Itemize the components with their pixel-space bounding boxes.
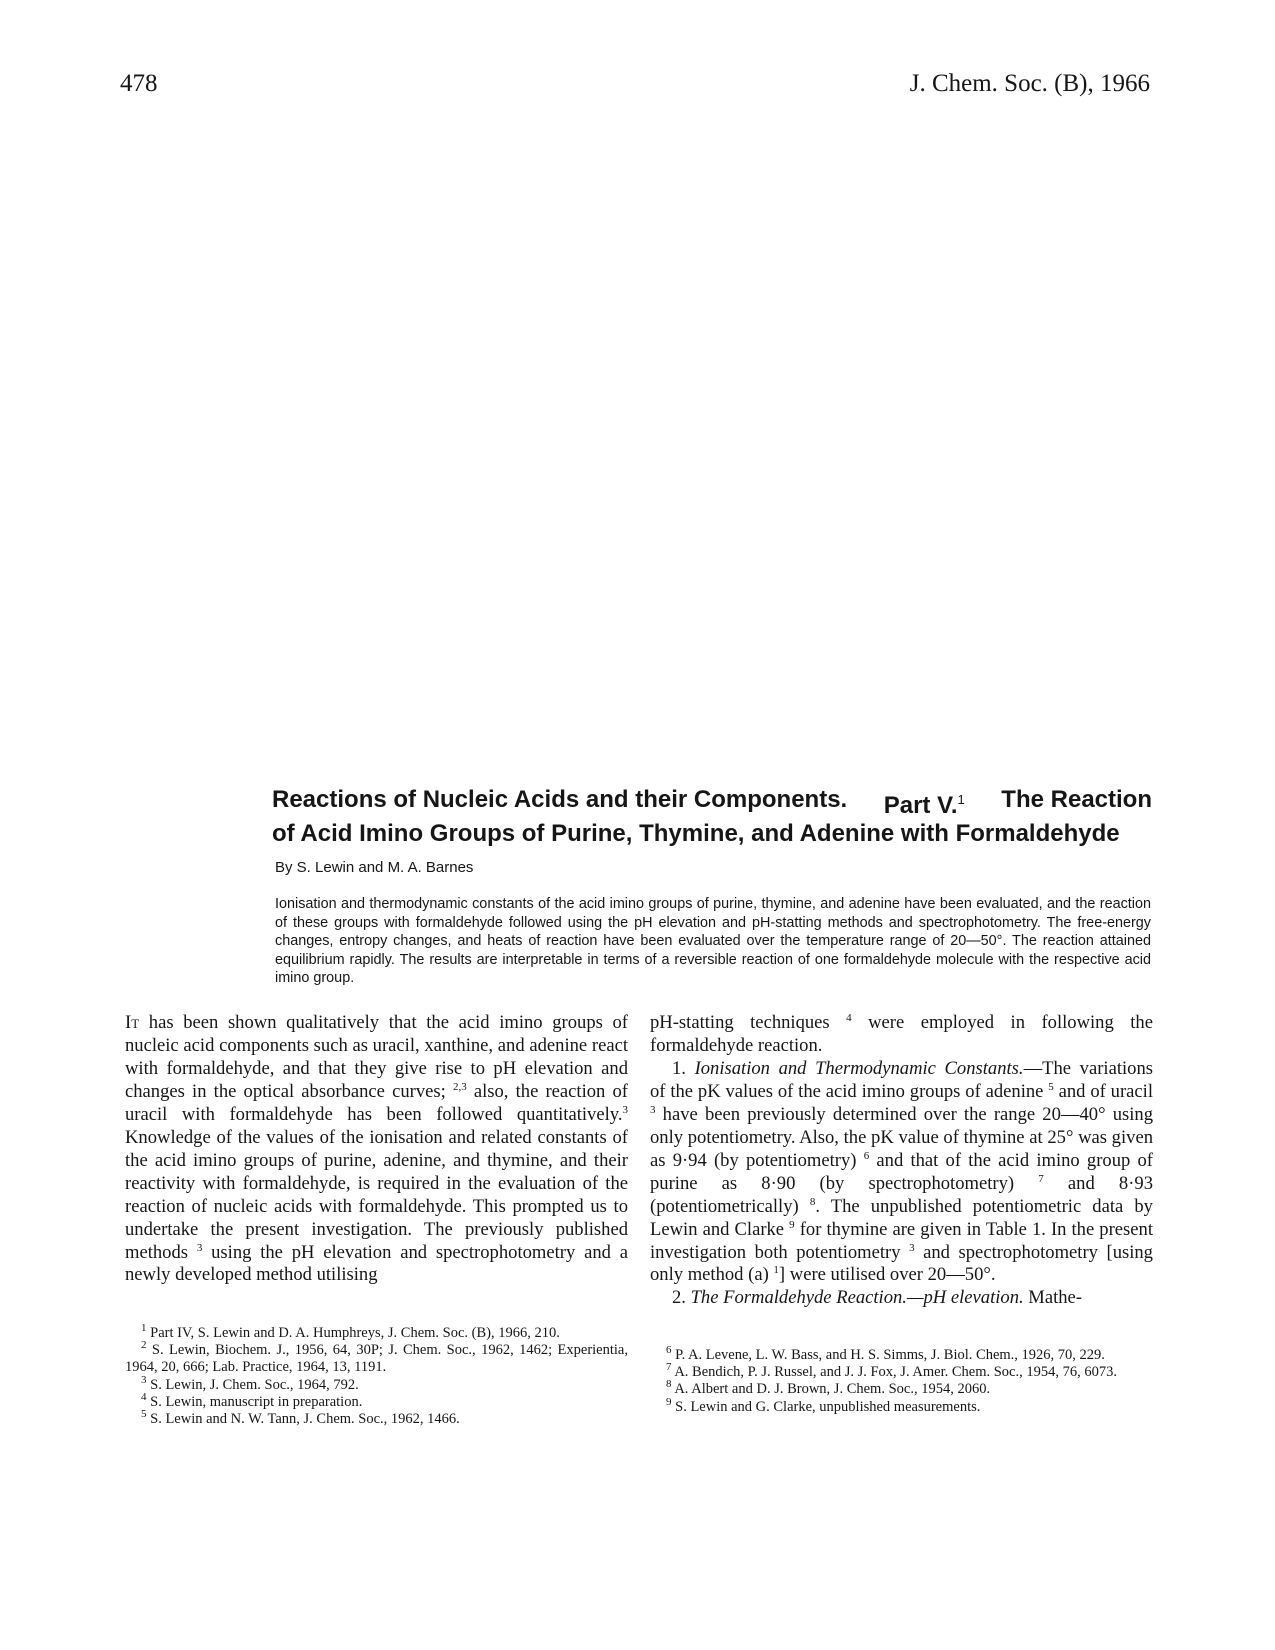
footnote-text: S. Lewin, J. Chem. Soc., 1964, 792. [146, 1376, 359, 1393]
section-heading: Ionisation and Thermodynamic Constants. [694, 1057, 1024, 1079]
ref-marker: 4 [846, 1011, 852, 1024]
footnote-number: 8 [666, 1378, 672, 1391]
footnote-text: A. Bendich, P. J. Russel, and J. J. Fox, J. Amer. Chem. Soc., 1954, 76, 6073. [671, 1364, 1117, 1381]
page-number: 478 [120, 70, 158, 97]
footnote [650, 1361, 1153, 1381]
footnotes-left [125, 1322, 628, 1428]
ref-marker: 3 [622, 1103, 628, 1116]
abstract: Ionisation and thermodynamic constants of the acid imino groups of purine, thymine, and adenine have been evaluated, and the reaction of these groups with formaldehyde followed using the pH elevation and pH-statting methods and spectrophotometry. The free-energy changes, entropy changes, and heats of reaction have been evaluated over the temperature range of 20—50°. The reaction attained equilibrium rapidly. The results are interpretable in terms of a reversible reaction of one formaldehyde molecule with the respective acid imino group. [275, 896, 1151, 987]
footnote-number: 7 [666, 1361, 672, 1374]
footnote-text: S. Lewin, manuscript in preparation. [146, 1393, 363, 1410]
footnote-number: 9 [666, 1395, 672, 1408]
footnote [125, 1322, 628, 1342]
footnote-number: 1 [141, 1322, 147, 1335]
title-part: Part V.$^1$ [883, 792, 965, 819]
section-heading: The Formaldehyde Reaction.—pH elevation. [690, 1287, 1024, 1309]
footnote-number: 5 [141, 1408, 147, 1421]
title-line-2: of Acid Imino Groups of Purine, Thymine, and Adenine with Formaldehyde [272, 820, 1120, 847]
footnote [125, 1339, 628, 1376]
body-column-left [125, 1012, 628, 1287]
section-ionisation: 1. Ionisation and Thermodynamic Constants.—The variations of the pK values of the acid imino groups of adenine $^5$ and of uracil $^3$ have been previously determined over the range 20—40° using only potentiometry. Also, the pK value of thymine at 25° was given as 9·94 (by potentiometry) $^6$ and that of the acid imino group of purine as 8·90 (by spectrophotometry) $^7$ and 8·93 (potentiometrically) $^8$. The unpublished potentiometric data by Lewin and Clarke $^9$ for thymine are given in Table 1. In the present investigation both potentiometry $^3$ and spectrophotometry [using only method (a) $^1$] were utilised over 20—50°. [650, 1057, 1154, 1286]
footnote-text: Part IV, S. Lewin and D. A. Humphreys, J. Chem. Soc. (B), 1966, 210. [146, 1325, 560, 1341]
footnote-text: S. Lewin and G. Clarke, unpublished measurements. [671, 1398, 981, 1415]
footnote-text: P. A. Levene, L. W. Bass, and H. S. Simms, J. Biol. Chem., 1926, 70, 229. [671, 1347, 1105, 1363]
footnote [650, 1344, 1153, 1364]
footnote-text: S. Lewin, Biochem. J., 1956, 64, 30P; J. Chem. Soc., 1962, 1462; Experientia, 1964, 20, 666; Lab. Practice, 1964, 13, 1191. [125, 1342, 628, 1376]
intro-paragraph: It has been shown qualitatively that the acid imino groups of nucleic acid components such as uracil, xanthine, and adenine react with formaldehyde, and that they give rise to pH elevation and changes in the optical absorbance curves; $^{2,3}$ also, the reaction of uracil with formaldehyde has been followed quantitatively.$^3$ Knowledge of the values of the ionisation and related constants of the acid imino groups of purine, adenine, and thymine, and their reactivity with formaldehyde, is required in the evaluation of the reaction of nucleic acids with formaldehyde. This prompted us to undertake the present investigation. The previously published methods $^3$ using the pH elevation and spectrophotometry and a newly developed method utilising [125, 1012, 628, 1286]
footnotes-right [650, 1344, 1153, 1416]
footnote-number: 2 [141, 1339, 147, 1352]
footnote-number: 4 [141, 1390, 147, 1403]
section-formaldehyde: 2. The Formaldehyde Reaction.—pH elevation. Mathe- [672, 1287, 1082, 1309]
running-head: J. Chem. Soc. (B), 1966 [909, 70, 1150, 97]
byline: By S. Lewin and M. A. Barnes [275, 859, 474, 876]
footnote [650, 1378, 1153, 1398]
drop-cap: It [125, 1012, 140, 1033]
title-ref: 1 [957, 792, 965, 807]
footnote [125, 1408, 628, 1428]
footnote-number: 3 [141, 1373, 147, 1386]
title-series: Reactions of Nucleic Acids and their Components. [272, 786, 848, 813]
footnote [125, 1390, 628, 1411]
continued-paragraph: pH-statting techniques $^4$ were employed in following the formaldehyde reaction. [650, 1011, 1153, 1056]
footnote-text: A. Albert and D. J. Brown, J. Chem. Soc., 1954, 2060. [671, 1381, 991, 1398]
ref-marker: 2,3 [452, 1080, 467, 1093]
title-line-1 [272, 786, 1152, 820]
article-title [272, 786, 1152, 848]
footnote-number: 6 [666, 1344, 672, 1357]
footnote [125, 1373, 628, 1394]
body-column-right [650, 1012, 1153, 1310]
ref-marker: 3 [196, 1241, 203, 1254]
footnote [650, 1395, 1153, 1416]
footnote-text: S. Lewin and N. W. Tann, J. Chem. Soc., 1962, 1466. [146, 1411, 460, 1428]
title-reaction: The Reaction [1001, 786, 1152, 813]
